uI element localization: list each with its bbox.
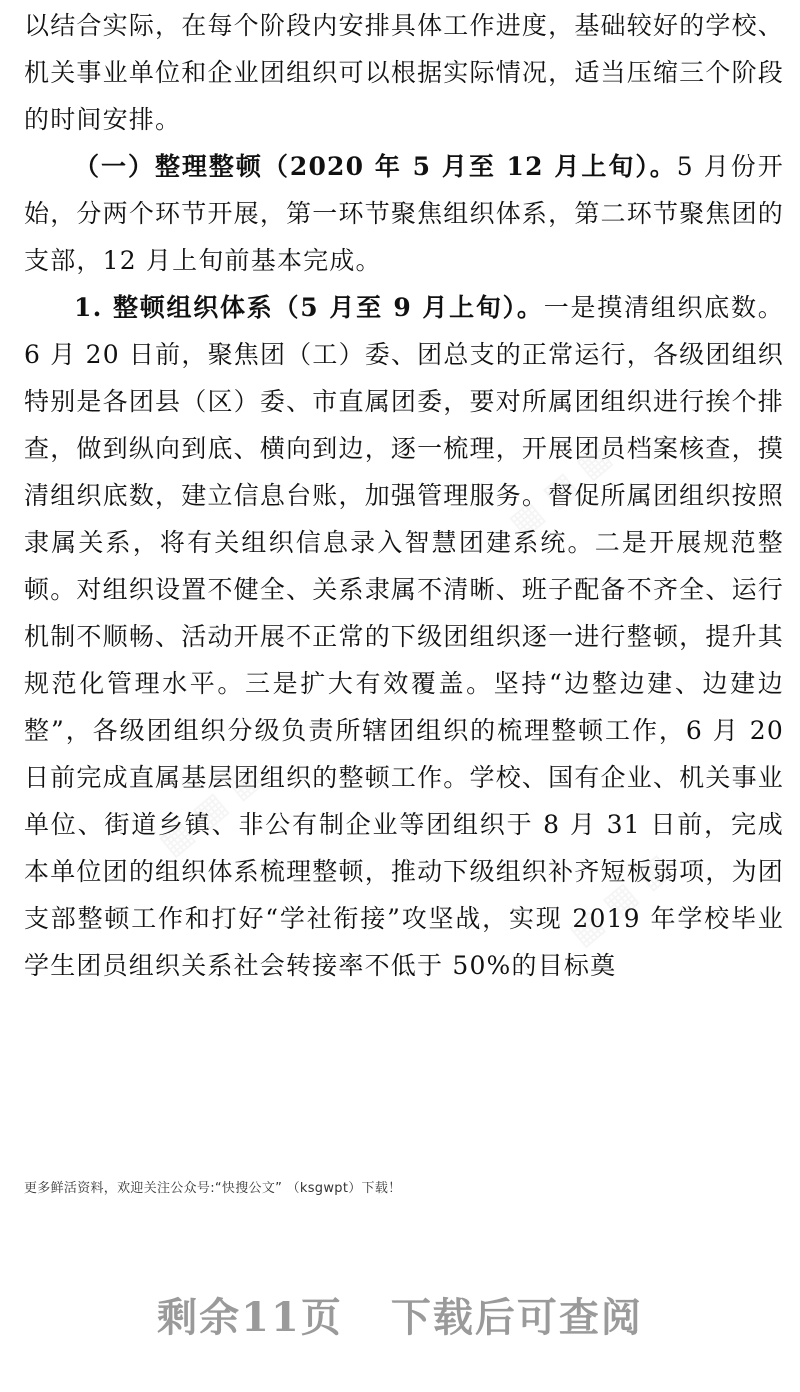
paragraph-section-one	[24, 143, 784, 284]
subsection-one-heading: 1. 整顿组织体系（5 月至 9 月上旬）。	[74, 293, 544, 322]
paragraph-intro-text: 以结合实际，在每个阶段内安排具体工作进度，基础较好的学校、机关事业单位和企业团组织可以根据实际情况，适当压缩三个阶段的时间安排。	[24, 11, 784, 134]
watermark-logo: ▦ ▦ ▦	[561, 846, 679, 954]
paragraph-intro	[24, 2, 784, 143]
download-to-view-label: 下载后可查阅	[390, 1294, 643, 1341]
paragraph-subsection-one	[24, 284, 784, 989]
section-one-heading: （一）整理整顿（2020 年 5 月至 12 月上旬）。	[74, 152, 677, 181]
watermark-logo: ▦ ▦ ▦	[151, 756, 269, 864]
remaining-pages-banner[interactable]	[0, 1286, 800, 1343]
subsection-one-body: 一是摸清组织底数。6 月 20 日前，聚焦团（工）委、团总支的正常运行，各级团组织特别是各团县（区）委、市直属团委，要对所属团组织进行挨个排查，做到纵向到底、横向到边，逐一梳理，开展团员档案核查，摸清组织底数，建立信息台账，加强管理服务。督促所属团组织按照隶属关系，将有关组织信息录入智慧团建系统。二是开展规范整顿。对组织设置不健全、关系隶属不清晰、班子配备不齐全、运行机制不顺畅、活动开展不正常的下级团组织逐一进行整顿，提升其规范化管理水平。三是扩大有效覆盖。坚持“边整边建、边建边整”，各级团组织分级负责所辖团组织的梳理整顿工作，6 月 20 日前完成直属基层团组织的整顿工作。学校、国有企业、机关事业单位、街道乡镇、非公有制企业等团组织于 8 月 31 日前，完成本单位团的组织体系梳理整顿，推动下级组织补齐短板弱项，为团支部整顿工作和打好“学社衔接”攻坚战，实现 2019 年学校毕业学生团员组织关系社会转接率不低于 50%的目标奠	[24, 293, 785, 980]
footer-promo-note: 更多鲜活资料，欢迎关注公众号:“快搜公文” （ksgwpt）下载！	[24, 1181, 402, 1196]
remaining-pages-label: 剩余11页	[157, 1294, 343, 1341]
section-one-body: 5 月份开始，分两个环节开展，第一环节聚焦组织体系，第二环节聚焦团的支部，12 月上旬前基本完成。	[24, 152, 784, 275]
watermark-logo: ▦ ▦ ▦	[501, 436, 619, 544]
